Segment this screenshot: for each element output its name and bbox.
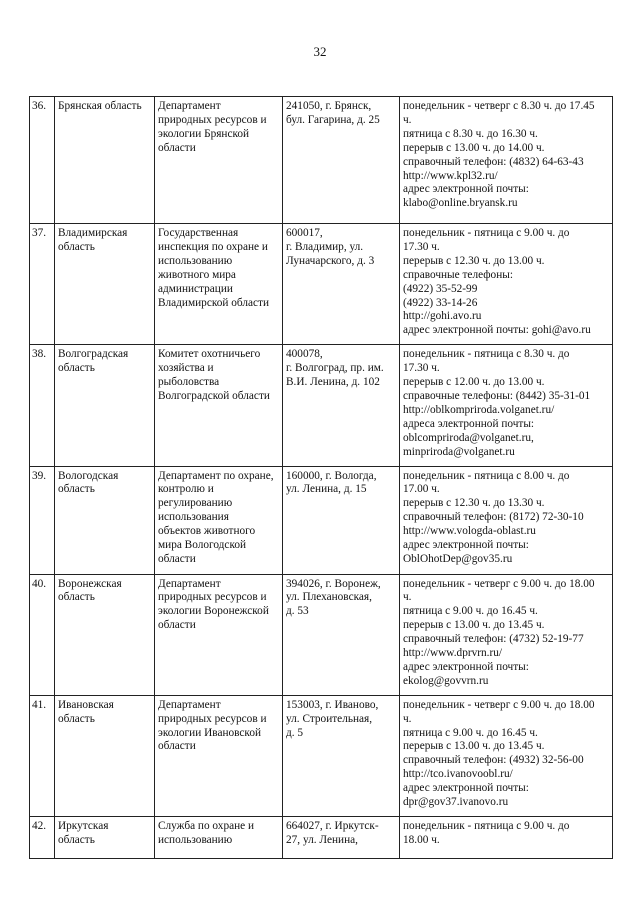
text-line: Воронежская [58, 577, 122, 590]
text-line: ул. Строительная, [286, 712, 373, 725]
address-cell [283, 695, 400, 816]
contacts-cell [400, 574, 613, 695]
text-line: 18.00 ч. [403, 833, 440, 846]
text-line: http://www.vologda-oblast.ru [403, 525, 536, 538]
text-line: бул. Гагарина, д. 25 [286, 113, 380, 126]
text-line: хозяйства и [158, 362, 214, 375]
text-line: адрес электронной почты: gohi@avo.ru [403, 324, 591, 337]
text-line: перерыв с 12.00 ч. до 13.00 ч. [403, 376, 545, 389]
text-line: г. Волгоград, пр. им. [286, 362, 384, 375]
text-line: klabo@online.bryansk.ru [403, 197, 518, 210]
row-number: 38. [30, 345, 55, 466]
text-line: Служба по охране и [158, 820, 255, 832]
text-line: природных ресурсов и [158, 113, 267, 126]
text-line: Ивановская [58, 698, 114, 711]
address-cell [283, 97, 400, 224]
region-cell [55, 97, 155, 224]
text-line: Департамент [158, 100, 221, 112]
row-number: 36. [30, 97, 55, 224]
text-line: области [158, 552, 196, 565]
text-line: http://www.kpl32.ru/ [403, 169, 498, 182]
text-line: 17.30 ч. [403, 362, 440, 375]
text-line: Государственная [158, 227, 239, 239]
text-line: Департамент [158, 698, 221, 711]
organization-cell [155, 817, 283, 859]
address-cell [283, 345, 400, 466]
text-line: объектов животного [158, 525, 256, 538]
text-line: понедельник - пятница с 9.00 ч. до [403, 820, 570, 832]
text-line: г. Владимир, ул. [286, 240, 364, 253]
text-line: понедельник - пятница с 8.00 ч. до [403, 469, 570, 482]
address-cell [283, 817, 400, 859]
text-line: перерыв с 12.30 ч. до 13.30 ч. [403, 497, 545, 510]
text-line: область [58, 591, 95, 604]
row-number: 42. [30, 817, 55, 859]
text-line: пятница с 9.00 ч. до 16.45 ч. [403, 605, 538, 618]
text-line: ekolog@govvrn.ru [403, 674, 489, 687]
text-line: ч. [403, 712, 412, 725]
text-line: minpriroda@volganet.ru [403, 445, 515, 458]
text-line: рыболовства [158, 376, 220, 389]
text-line: перерыв с 13.00 ч. до 14.00 ч. [403, 141, 545, 154]
text-line: д. 5 [286, 726, 304, 739]
row-number: 40. [30, 574, 55, 695]
text-line: Комитет охотничьего [158, 348, 261, 361]
region-cell [55, 466, 155, 574]
text-line: Брянская область [58, 100, 142, 112]
text-line: инспекция по охране и [158, 240, 268, 253]
text-line: 600017, [286, 227, 323, 239]
text-line: (4922) 33-14-26 [403, 296, 478, 309]
text-line: д. 53 [286, 605, 309, 618]
region-cell [55, 695, 155, 816]
text-line: Владимирской области [158, 296, 270, 309]
text-line: адрес электронной почты: [403, 660, 529, 673]
regional-agencies-table [29, 96, 613, 859]
text-line: перерыв с 13.00 ч. до 13.45 ч. [403, 740, 545, 753]
text-line: администрации [158, 282, 233, 295]
address-cell [283, 574, 400, 695]
row-number: 41. [30, 695, 55, 816]
text-line: справочный телефон: (4832) 64-63-43 [403, 155, 584, 168]
text-line: понедельник - четверг с 9.00 ч. до 18.00 [403, 698, 595, 711]
text-line: Луначарского, д. 3 [286, 254, 375, 267]
text-line: пятница с 9.00 ч. до 16.45 ч. [403, 726, 538, 739]
text-line: область [58, 483, 95, 496]
row-number: 37. [30, 224, 55, 345]
text-line: контролю и [158, 483, 214, 496]
contacts-cell [400, 345, 613, 466]
text-line: экологии Брянской [158, 127, 250, 140]
text-line: понедельник - пятница с 9.00 ч. до [403, 227, 570, 239]
text-line: адреса электронной почты: [403, 417, 535, 430]
text-line: 27, ул. Ленина, [286, 833, 358, 846]
text-line: 17.30 ч. [403, 240, 440, 253]
text-line: 400078, [286, 348, 323, 361]
address-cell [283, 466, 400, 574]
text-line: экологии Ивановской [158, 726, 262, 739]
text-line: dpr@gov37.ivanovo.ru [403, 796, 509, 809]
text-line: мира Вологодской [158, 539, 247, 552]
text-line: 241050, г. Брянск, [286, 100, 372, 112]
text-line: справочные телефоны: [403, 268, 513, 281]
region-cell [55, 224, 155, 345]
organization-cell [155, 695, 283, 816]
text-line: использованию [158, 254, 233, 267]
text-line: адрес электронной почты: [403, 539, 529, 552]
text-line: природных ресурсов и [158, 591, 267, 604]
text-line: пятница с 8.30 ч. до 16.30 ч. [403, 127, 538, 140]
text-line: (4922) 35-52-99 [403, 282, 478, 295]
organization-cell [155, 466, 283, 574]
text-line: экологии Воронежской [158, 605, 269, 618]
table-row [30, 574, 613, 695]
table-row [30, 695, 613, 816]
text-line: природных ресурсов и [158, 712, 267, 725]
text-line: адрес электронной почты: [403, 782, 529, 795]
text-line: 153003, г. Иваново, [286, 698, 379, 711]
text-line: понедельник - четверг с 9.00 ч. до 18.00 [403, 577, 595, 590]
table-row [30, 817, 613, 859]
text-line: регулированию [158, 497, 233, 510]
text-line: Департамент [158, 577, 221, 590]
text-line: http://tco.ivanovoobl.ru/ [403, 768, 513, 781]
contacts-cell [400, 695, 613, 816]
region-cell [55, 574, 155, 695]
text-line: справочный телефон: (4732) 52-19-77 [403, 633, 584, 646]
text-line: Иркутская [58, 820, 109, 832]
table-row [30, 345, 613, 466]
contacts-cell [400, 224, 613, 345]
text-line: Вологодская [58, 469, 119, 482]
page-number: 32 [313, 44, 327, 59]
text-line: понедельник - четверг с 8.30 ч. до 17.45 [403, 100, 595, 112]
address-cell [283, 224, 400, 345]
contacts-cell [400, 466, 613, 574]
text-line: Волгоградской области [158, 389, 270, 402]
text-line: ул. Плехановская, [286, 591, 372, 604]
organization-cell [155, 574, 283, 695]
text-line: справочные телефоны: (8442) 35-31-01 [403, 389, 591, 402]
text-line: 160000, г. Вологда, [286, 469, 377, 482]
text-line: животного мира [158, 268, 236, 281]
text-line: Владимирская [58, 227, 128, 239]
text-line: понедельник - пятница с 8.30 ч. до [403, 348, 570, 361]
text-line: использованию [158, 833, 233, 846]
text-line: oblcompriroda@volganet.ru, [403, 431, 534, 444]
region-cell [55, 345, 155, 466]
text-line: область [58, 712, 95, 725]
text-line: В.И. Ленина, д. 102 [286, 376, 380, 389]
text-line: Департамент по охране, [158, 469, 274, 482]
contacts-cell [400, 817, 613, 859]
text-line: ул. Ленина, д. 15 [286, 483, 367, 496]
text-line: адрес электронной почты: [403, 183, 529, 196]
text-line: ч. [403, 113, 412, 126]
text-line: 17.00 ч. [403, 483, 440, 496]
text-line: http://oblkompriroda.volganet.ru/ [403, 403, 555, 416]
text-line: справочный телефон: (8172) 72-30-10 [403, 511, 584, 524]
text-line: области [158, 141, 196, 154]
organization-cell [155, 224, 283, 345]
table-row [30, 224, 613, 345]
text-line: перерыв с 13.00 ч. до 13.45 ч. [403, 619, 545, 632]
text-line: области [158, 740, 196, 753]
text-line: OblOhotDep@gov35.ru [403, 552, 513, 565]
organization-cell [155, 345, 283, 466]
contacts-cell [400, 97, 613, 224]
table-row [30, 466, 613, 574]
text-line: область [58, 240, 95, 253]
organization-cell [155, 97, 283, 224]
text-line: http://www.dprvrn.ru/ [403, 647, 503, 660]
text-line: ч. [403, 591, 412, 604]
row-number: 39. [30, 466, 55, 574]
text-line: 394026, г. Воронеж, [286, 577, 381, 590]
text-line: Волгоградская [58, 348, 129, 361]
text-line: использования [158, 511, 229, 524]
region-cell [55, 817, 155, 859]
text-line: http://gohi.avo.ru [403, 310, 482, 323]
text-line: перерыв с 12.30 ч. до 13.00 ч. [403, 254, 545, 267]
table-row [30, 97, 613, 224]
text-line: область [58, 833, 95, 846]
text-line: области [158, 619, 196, 632]
text-line: область [58, 362, 95, 375]
table-body [30, 97, 613, 859]
text-line: 664027, г. Иркутск- [286, 820, 379, 832]
text-line: справочный телефон: (4932) 32-56-00 [403, 754, 584, 767]
